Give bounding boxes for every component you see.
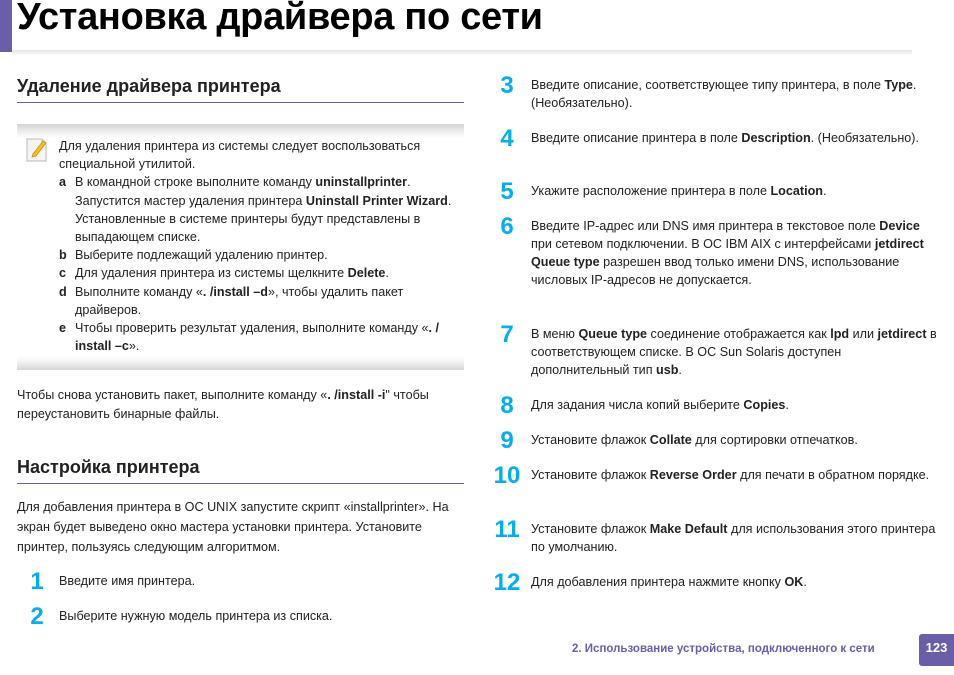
note-substep xyxy=(59,246,464,264)
chapter-tab xyxy=(0,0,12,52)
text-run: Введите описание, соответствующее типу принтера, в поле xyxy=(531,78,885,92)
text-run: . xyxy=(822,184,827,198)
substep-text xyxy=(75,246,464,264)
step-text xyxy=(531,182,941,200)
step-text xyxy=(531,325,941,379)
text-run: Введите имя принтера. xyxy=(59,574,196,588)
text-run: для сортировки отпечатков. xyxy=(691,433,858,447)
bold-term: jetdirect Queue type xyxy=(531,237,924,269)
substep-letter: c xyxy=(59,266,67,281)
text-run: при сетевом подключении. В ОС IBM AIX с интерфейсами xyxy=(531,237,875,251)
text-run: В командной строке выполните команду xyxy=(75,175,316,190)
text-run: Для добавления принтера в ОС UNIX запустите скрипт «installprinter». На экран будет выведено окно мастера установки принтера. Установите принтер, пользуясь следующим алгоритмом. xyxy=(17,500,449,554)
text-run: Для задания числа копий выберите xyxy=(531,398,744,412)
text-run: . xyxy=(678,363,682,377)
note-intro-text xyxy=(59,137,449,173)
step-number: 6 xyxy=(500,213,514,240)
step-number: 1 xyxy=(30,568,44,595)
substep-letter: a xyxy=(59,175,67,190)
bold-term: . /install -i xyxy=(327,388,386,402)
text-run: », чтобы удалить пакет драйверов. xyxy=(75,284,404,317)
footer-chapter: 2. Использование устройства, подключенного к сети xyxy=(572,643,875,655)
bold-term: . /install –d xyxy=(202,284,268,299)
text-run: . xyxy=(407,175,411,190)
substep-letter: d xyxy=(59,284,67,299)
step-number: 7 xyxy=(500,321,514,348)
note-substep xyxy=(59,319,464,355)
bold-term: Uninstall Printer Wizard xyxy=(305,193,448,208)
bold-term: Location xyxy=(770,184,823,198)
step-number: 11 xyxy=(494,516,520,543)
text-run: разрешен ввод только имени DNS, использование числовых IP-адресов не допускается. xyxy=(531,255,900,287)
text-run: Выберите нужную модель принтера из списка. xyxy=(59,609,333,623)
text-run: для печати в обратном порядке. xyxy=(736,468,930,482)
text-run: Чтобы снова установить пакет, выполните команду « xyxy=(17,388,328,402)
substep-letter: e xyxy=(59,321,67,336)
text-run: соединение отображается как xyxy=(647,327,831,341)
step-number: 2 xyxy=(30,603,44,630)
step-number: 4 xyxy=(500,125,514,152)
section-heading-printer-setup: Настройка принтера xyxy=(17,457,200,477)
text-run: Запустится мастер удаления принтера xyxy=(75,193,306,208)
bold-term: Type xyxy=(884,78,913,92)
text-run: . xyxy=(385,266,389,281)
step-text xyxy=(531,520,941,556)
section-heading-remove-driver: Удаление драйвера принтера xyxy=(17,76,281,96)
step-text xyxy=(531,573,941,591)
step-text xyxy=(531,396,941,414)
step-number: 12 xyxy=(493,569,521,596)
text-run: . (Необязательно). xyxy=(531,78,917,110)
step-text xyxy=(531,76,941,112)
setup-intro-text xyxy=(17,497,467,557)
heading-underline xyxy=(17,102,464,103)
text-run: Укажите расположение принтера в поле xyxy=(531,184,771,198)
bold-term: Reverse Order xyxy=(649,468,737,482)
note-substep xyxy=(59,173,464,191)
step-text xyxy=(531,129,941,147)
bold-term: Description xyxy=(741,131,811,145)
text-run: Чтобы проверить результат удаления, выполните команду « xyxy=(75,321,429,336)
text-run: Установленные в системе принтеры будут представлены в выпадающем списке. xyxy=(75,211,421,245)
text-run: Выполните команду « xyxy=(75,284,203,299)
bold-term: jetdirect xyxy=(877,327,927,341)
bold-term: Make Default xyxy=(649,522,728,536)
text-run: . xyxy=(785,398,789,412)
note-box xyxy=(17,124,464,370)
bold-term: lpd xyxy=(830,327,850,341)
text-run: Выберите подлежащий удалению принтер. xyxy=(75,248,328,263)
bold-term: . / install –c xyxy=(75,321,440,354)
text-run: в соответствующем списке. В ОС Sun Solaris доступен дополнительный тип xyxy=(531,327,937,377)
step-text xyxy=(59,572,459,590)
page-title: Установка драйвера по сети xyxy=(17,0,543,38)
substep-note xyxy=(59,192,464,210)
step-text xyxy=(531,466,941,484)
text-run: Для удаления принтера из системы щелкните xyxy=(75,266,348,281)
note-substep xyxy=(59,264,464,282)
reinstall-text xyxy=(17,386,467,424)
substep-text xyxy=(75,283,464,319)
page-number: 123 xyxy=(919,634,954,666)
text-run: Введите IP-адрес или DNS имя принтера в текстовое поле xyxy=(531,219,880,233)
substep-note xyxy=(59,210,464,246)
step-text xyxy=(531,431,941,449)
bold-term: usb xyxy=(656,363,679,377)
text-run: В меню xyxy=(531,327,579,341)
substep-text xyxy=(75,319,464,355)
step-number: 9 xyxy=(500,427,514,454)
bold-term: OK xyxy=(784,575,804,589)
step-number: 8 xyxy=(500,392,514,419)
step-number: 5 xyxy=(500,178,514,205)
bold-term: Device xyxy=(879,219,920,233)
substep-text xyxy=(75,173,464,191)
step-text xyxy=(531,217,941,289)
text-run: Установите флажок xyxy=(531,433,650,447)
text-run: Для добавления принтера нажмите кнопку xyxy=(531,575,785,589)
text-run: . (Необязательно). xyxy=(810,131,919,145)
text-run: или xyxy=(849,327,878,341)
title-divider xyxy=(12,50,912,56)
step-text xyxy=(59,607,459,625)
substep-text xyxy=(75,264,464,282)
text-run: Введите описание принтера в поле xyxy=(531,131,742,145)
text-run: " чтобы переустановить бинарные файлы. xyxy=(17,388,429,421)
bold-term: Delete xyxy=(347,266,386,281)
heading-underline xyxy=(17,483,464,484)
bold-term: Collate xyxy=(649,433,692,447)
bold-term: Queue type xyxy=(578,327,648,341)
substep-letter: b xyxy=(59,248,67,263)
bold-term: uninstallprinter xyxy=(315,175,408,190)
text-run: . xyxy=(447,193,452,208)
note-pencil-icon xyxy=(25,136,49,164)
step-number: 3 xyxy=(500,72,514,99)
text-run: . xyxy=(803,575,807,589)
text-run: Установите флажок xyxy=(531,468,650,482)
note-content xyxy=(59,137,464,355)
text-run: Для удаления принтера из системы следует воспользоваться специальной утилитой. xyxy=(59,139,421,172)
text-run: ». xyxy=(128,339,140,354)
bold-term: Copies xyxy=(743,398,786,412)
note-substep xyxy=(59,283,464,319)
text-run: Установите флажок xyxy=(531,522,650,536)
step-number: 10 xyxy=(493,462,521,489)
text-run: для использования этого принтера по умолчанию. xyxy=(531,522,936,554)
